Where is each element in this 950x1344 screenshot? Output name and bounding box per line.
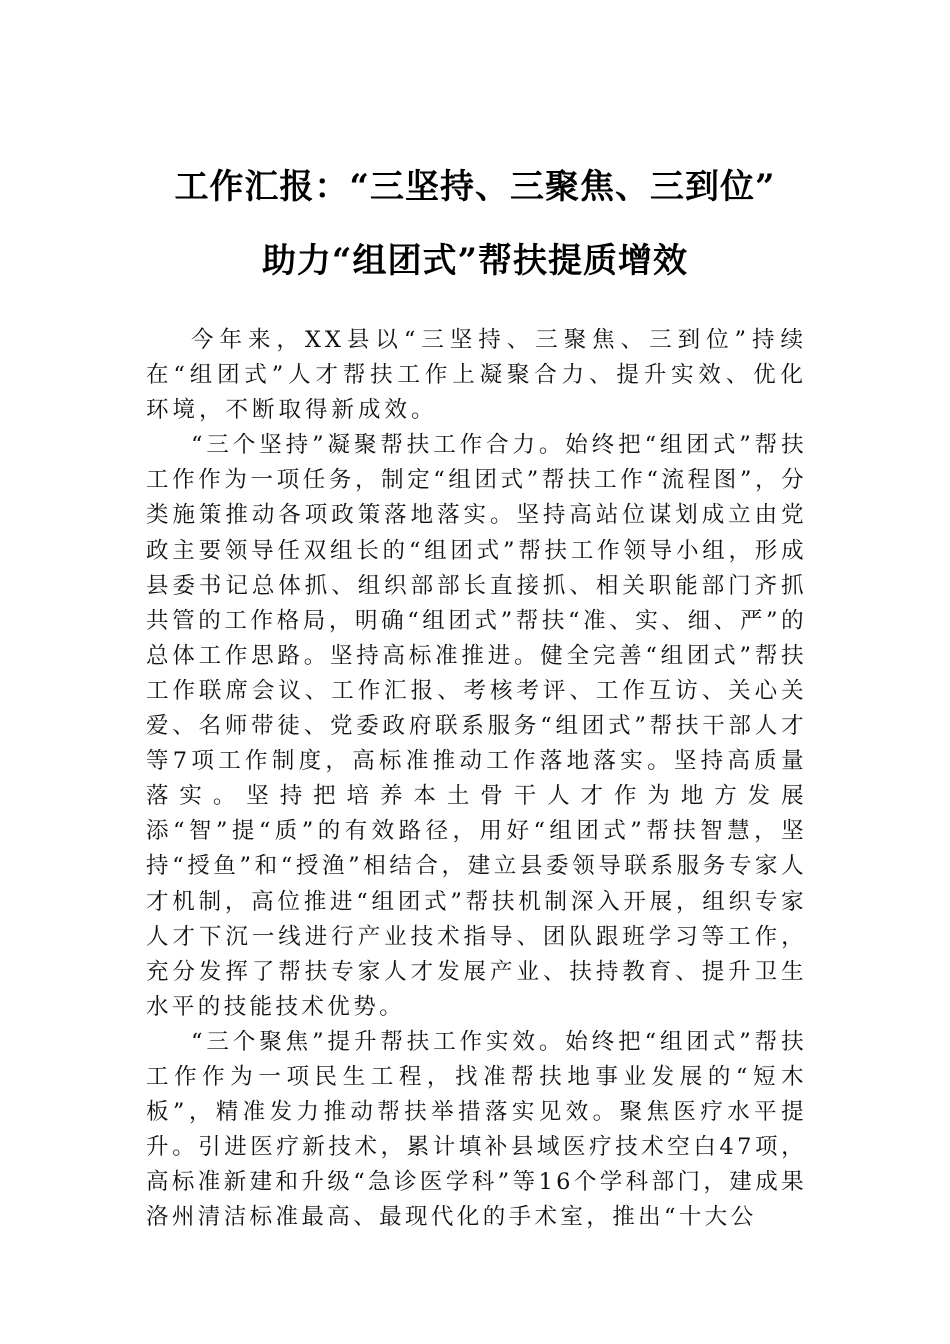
document-title xyxy=(100,150,850,298)
paragraph-three-focus: “三个聚焦”提升帮扶工作实效。始终把“组团式”帮扶工作作为一项民生工程，找准帮扶地事业发展的“短木板”，精准发力推动帮扶举措落实见效。聚焦医疗水平提升。引进医疗新技术，累计填补县域医疗技术空白47项，高标准新建和升级“急诊医学科”等16个学科部门，建成果洛州清洁标准最高、最现代化的手术室，推出“十大公 xyxy=(146,1028,807,1231)
document-body xyxy=(146,323,807,1235)
title-line-2: 助力“组团式”帮扶提质增效 xyxy=(261,241,689,281)
paragraph-intro: 今年来，XX县以“三坚持、三聚焦、三到位”持续在“组团式”人才帮扶工作上凝聚合力、提升实效、优化环境，不断取得新成效。 xyxy=(146,327,807,424)
title-line-1: 工作汇报：“三坚持、三聚焦、三到位” xyxy=(174,167,776,207)
paragraph-three-persistence: “三个坚持”凝聚帮扶工作合力。始终把“组团式”帮扶工作作为一项任务，制定“组团式”帮扶工作“流程图”，分类施策推动各项政策落地落实。坚持高站位谋划成立由党政主要领导任双组长的“组团式”帮扶工作领导小组，形成县委书记总体抓、组织部部长直接抓、相关职能部门齐抓共管的工作格局，明确“组团式”帮扶“准、实、细、严”的总体工作思路。坚持高标准推进。健全完善“组团式”帮扶工作联席会议、工作汇报、考核考评、工作互访、关心关爱、名师带徒、党委政府联系服务“组团式”帮扶干部人才等7项工作制度，高标准推动工作落地落实。坚持高质量落实。坚持把培养本土骨干人才作为地方发展添“智”提“质”的有效路径，用好“组团式”帮扶智慧，坚持“授鱼”和“授渔”相结合，建立县委领导联系服务专家人才机制，高位推进“组团式”帮扶机制深入开展，组织专家人才下沉一线进行产业技术指导、团队跟班学习等工作，充分发挥了帮扶专家人才发展产业、扶持教育、提升卫生水平的技能技术优势。 xyxy=(146,432,808,1020)
